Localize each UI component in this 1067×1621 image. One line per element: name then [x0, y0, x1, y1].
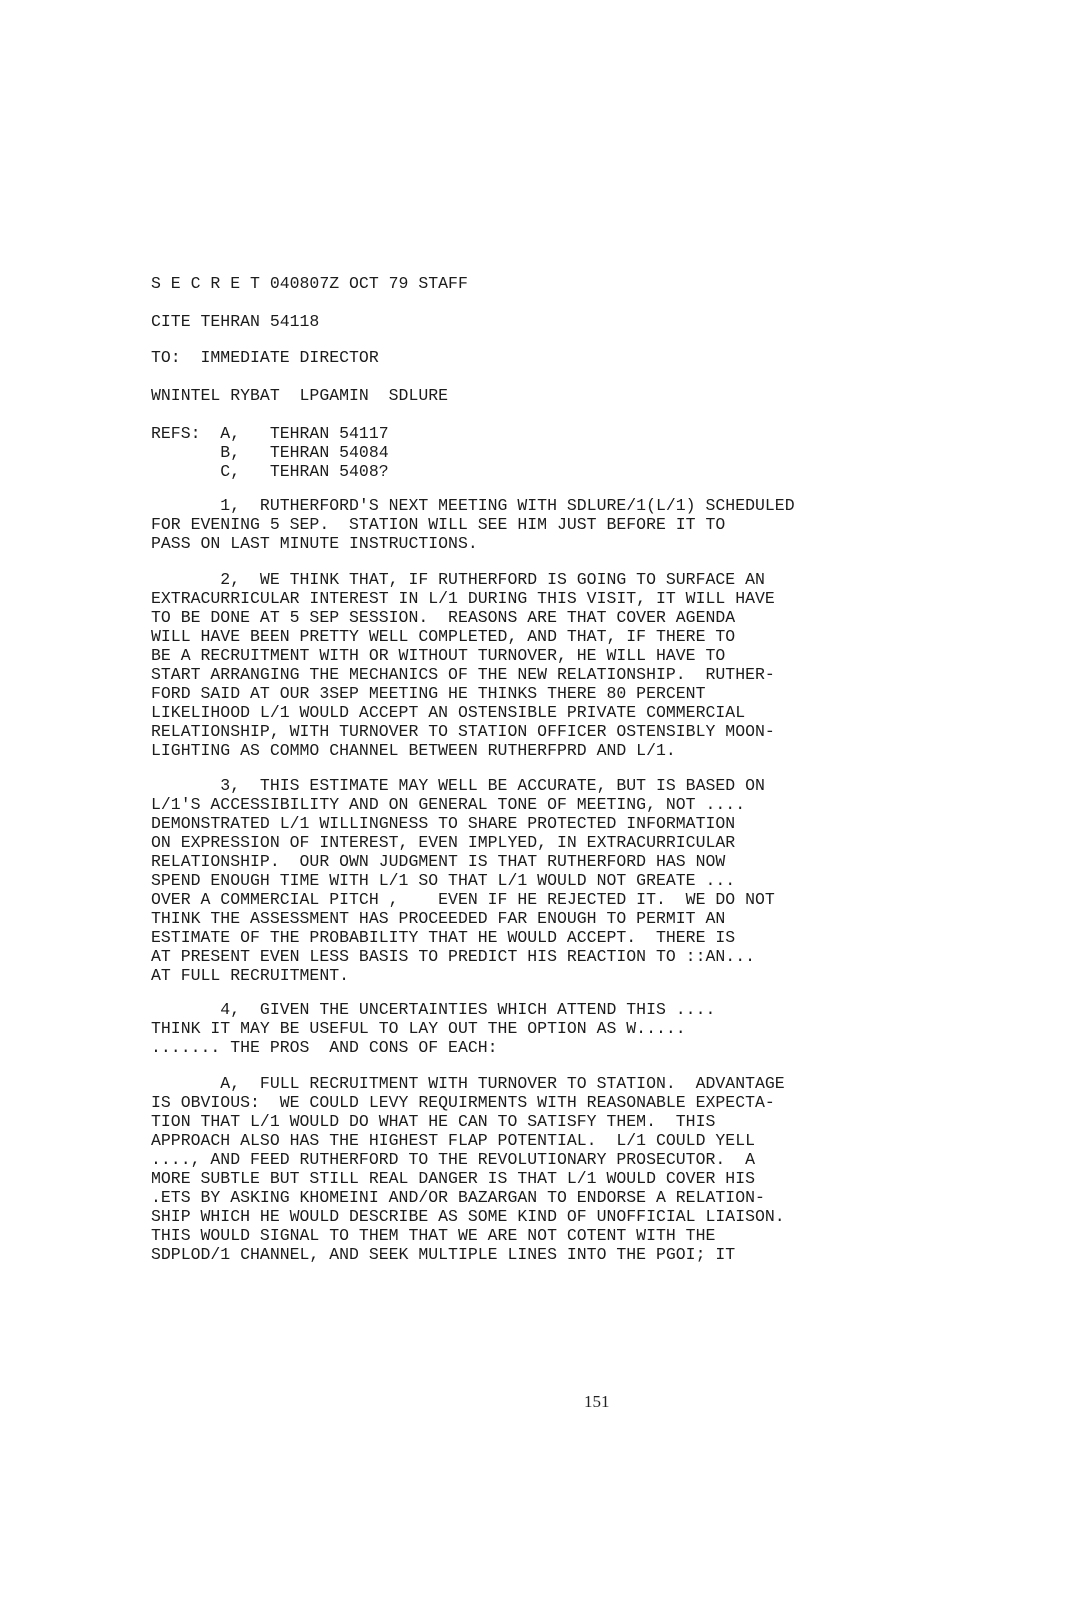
- paragraph-line: ...., AND FEED RUTHERFORD TO THE REVOLUTIONARY PROSECUTOR. A: [151, 1150, 755, 1169]
- paragraph-line: RELATIONSHIP, WITH TURNOVER TO STATION OFFICER OSTENSIBLY MOON-: [151, 722, 775, 741]
- cite-line: CITE TEHRAN 54118: [151, 312, 320, 331]
- paragraph-line: THIS WOULD SIGNAL TO THEM THAT WE ARE NOT COTENT WITH THE: [151, 1226, 716, 1245]
- paragraph-line: FOR EVENING 5 SEP. STATION WILL SEE HIM JUST BEFORE IT TO: [151, 515, 726, 534]
- paragraph-option-a: [151, 1074, 891, 1264]
- paragraph-line: A, FULL RECRUITMENT WITH TURNOVER TO STATION. ADVANTAGE: [151, 1074, 785, 1093]
- paragraph-line: START ARRANGING THE MECHANICS OF THE NEW RELATIONSHIP. RUTHER-: [151, 665, 775, 684]
- paragraph-line: SHIP WHICH HE WOULD DESCRIBE AS SOME KIND OF UNOFFICIAL LIAISON.: [151, 1207, 785, 1226]
- page-number: 151: [584, 1392, 610, 1411]
- paragraph-line: IS OBVIOUS: WE COULD LEVY REQUIRMENTS WITH REASONABLE EXPECTA-: [151, 1093, 775, 1112]
- slug-line: WNINTEL RYBAT LPGAMIN SDLURE: [151, 386, 449, 405]
- paragraph-3: [151, 776, 891, 985]
- paragraph-line: SPEND ENOUGH TIME WITH L/1 SO THAT L/1 WOULD NOT GREATE ...: [151, 871, 736, 890]
- paragraph-line: TO BE DONE AT 5 SEP SESSION. REASONS ARE THAT COVER AGENDA: [151, 608, 736, 627]
- paragraph-line: AT FULL RECRUITMENT.: [151, 966, 350, 985]
- paragraph-line: APPROACH ALSO HAS THE HIGHEST FLAP POTENTIAL. L/1 COULD YELL: [151, 1131, 755, 1150]
- paragraph-2: [151, 570, 891, 760]
- paragraph-line: ....... THE PROS AND CONS OF EACH:: [151, 1038, 498, 1057]
- paragraph-line: PASS ON LAST MINUTE INSTRUCTIONS.: [151, 534, 478, 553]
- classification-line: S E C R E T 040807Z OCT 79 STAFF: [151, 274, 468, 293]
- paragraph-line: L/1'S ACCESSIBILITY AND ON GENERAL TONE OF MEETING, NOT ....: [151, 795, 746, 814]
- paragraph-line: 4, GIVEN THE UNCERTAINTIES WHICH ATTEND THIS ....: [151, 1000, 716, 1019]
- ref-b: B, TEHRAN 54084: [151, 443, 389, 462]
- addressee-line: TO: IMMEDIATE DIRECTOR: [151, 348, 379, 367]
- paragraph-line: OVER A COMMERCIAL PITCH , EVEN IF HE REJECTED IT. WE DO NOT: [151, 890, 775, 909]
- paragraph-line: FORD SAID AT OUR 3SEP MEETING HE THINKS THERE 80 PERCENT: [151, 684, 706, 703]
- paragraph-line: LIKELIHOOD L/1 WOULD ACCEPT AN OSTENSIBLE PRIVATE COMMERCIAL: [151, 703, 746, 722]
- paragraph-line: 2, WE THINK THAT, IF RUTHERFORD IS GOING TO SURFACE AN: [151, 570, 765, 589]
- paragraph-line: ON EXPRESSION OF INTEREST, EVEN IMPLYED, IN EXTRACURRICULAR: [151, 833, 736, 852]
- paragraph-line: THINK THE ASSESSMENT HAS PROCEEDED FAR ENOUGH TO PERMIT AN: [151, 909, 726, 928]
- paragraph-line: 1, RUTHERFORD'S NEXT MEETING WITH SDLURE/1(L/1) SCHEDULED: [151, 496, 795, 515]
- ref-a: REFS: A, TEHRAN 54117: [151, 424, 389, 443]
- paragraph-line: DEMONSTRATED L/1 WILLINGNESS TO SHARE PROTECTED INFORMATION: [151, 814, 736, 833]
- paragraph-line: EXTRACURRICULAR INTEREST IN L/1 DURING THIS VISIT, IT WILL HAVE: [151, 589, 775, 608]
- paragraph-1: [151, 496, 891, 553]
- paragraph-line: THINK IT MAY BE USEFUL TO LAY OUT THE OPTION AS W.....: [151, 1019, 686, 1038]
- paragraph-line: MORE SUBTLE BUT STILL REAL DANGER IS THAT L/1 WOULD COVER HIS: [151, 1169, 755, 1188]
- paragraph-line: ESTIMATE OF THE PROBABILITY THAT HE WOULD ACCEPT. THERE IS: [151, 928, 736, 947]
- paragraph-4: [151, 1000, 891, 1057]
- ref-c: C, TEHRAN 5408?: [151, 462, 389, 481]
- paragraph-line: .ETS BY ASKING KHOMEINI AND/OR BAZARGAN TO ENDORSE A RELATION-: [151, 1188, 765, 1207]
- paragraph-line: SDPLOD/1 CHANNEL, AND SEEK MULTIPLE LINES INTO THE PGOI; IT: [151, 1245, 736, 1264]
- paragraph-line: BE A RECRUITMENT WITH OR WITHOUT TURNOVER, HE WILL HAVE TO: [151, 646, 726, 665]
- paragraph-line: AT PRESENT EVEN LESS BASIS TO PREDICT HIS REACTION TO ::AN...: [151, 947, 755, 966]
- paragraph-line: LIGHTING AS COMMO CHANNEL BETWEEN RUTHERFPRD AND L/1.: [151, 741, 676, 760]
- paragraph-line: TION THAT L/1 WOULD DO WHAT HE CAN TO SATISFY THEM. THIS: [151, 1112, 716, 1131]
- paragraph-line: 3, THIS ESTIMATE MAY WELL BE ACCURATE, BUT IS BASED ON: [151, 776, 765, 795]
- paragraph-line: RELATIONSHIP. OUR OWN JUDGMENT IS THAT RUTHERFORD HAS NOW: [151, 852, 726, 871]
- paragraph-line: WILL HAVE BEEN PRETTY WELL COMPLETED, AND THAT, IF THERE TO: [151, 627, 736, 646]
